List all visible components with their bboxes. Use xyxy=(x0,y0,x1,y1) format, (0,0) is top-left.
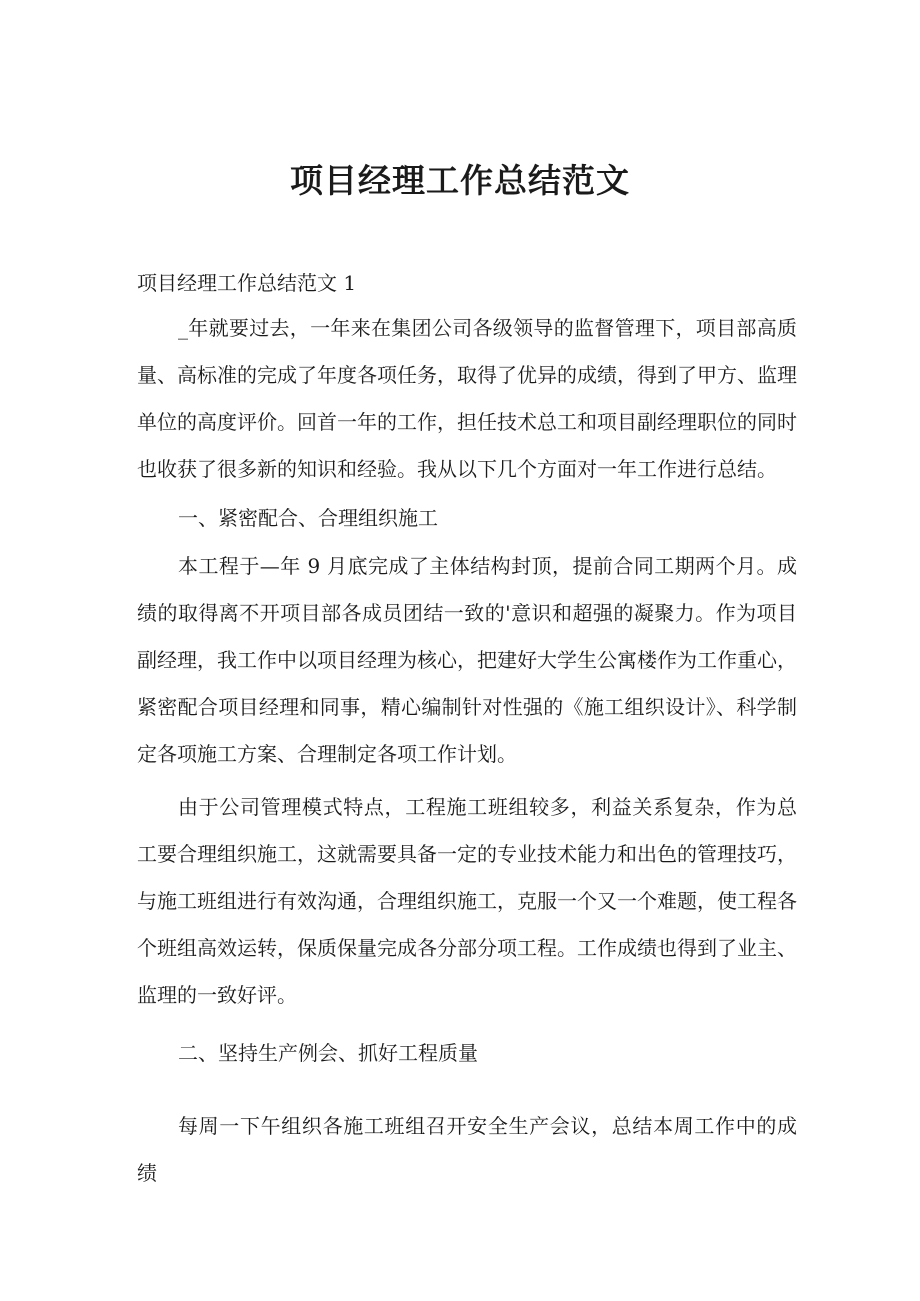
paragraph-3: 由于公司管理模式特点，工程施工班组较多，利益关系复杂，作为总工要合理组织施工，这就需要具备一定的专业技术能力和出色的管理技巧，与施工班组进行有效沟通，合理组织施工，克服一个又一个难题，使工程各个班组高效运转，保质保量完成各分部分项工程。工作成绩也得到了业主、监理的一致好评。 xyxy=(137,795,797,1007)
paragraph-2: 本工程于—年 9 月底完成了主体结构封顶，提前合同工期两个月。成绩的取得离不开项目部各成员团结一致的'意识和超强的凝聚力。作为项目副经理，我工作中以项目经理为核心，把建好大学生公寓楼作为工作重心，紧密配合项目经理和同事，精心编制针对性强的《施工组织设计》、科学制定各项施工方案、合理制定各项工作计划。 xyxy=(137,554,797,766)
paragraph-1: _年就要过去，一年来在集团公司各级领导的监督管理下，项目部高质量、高标准的完成了年度各项任务，取得了优异的成绩，得到了甲方、监理单位的高度评价。回首一年的工作，担任技术总工和项目副经理职位的同时也收获了很多新的知识和经验。我从以下几个方面对一年工作进行总结。 xyxy=(137,316,797,481)
section-heading-1: 一、紧密配合、合理组织施工 xyxy=(178,506,438,530)
paragraph-4: 每周一下午组织各施工班组召开安全生产会议，总结本周工作中的成绩 xyxy=(137,1114,797,1185)
document-title: 项目经理工作总结范文 xyxy=(290,161,630,200)
document-subheading: 项目经理工作总结范文 1 xyxy=(137,271,357,295)
section-heading-2: 二、坚持生产例会、抓好工程质量 xyxy=(178,1041,478,1065)
